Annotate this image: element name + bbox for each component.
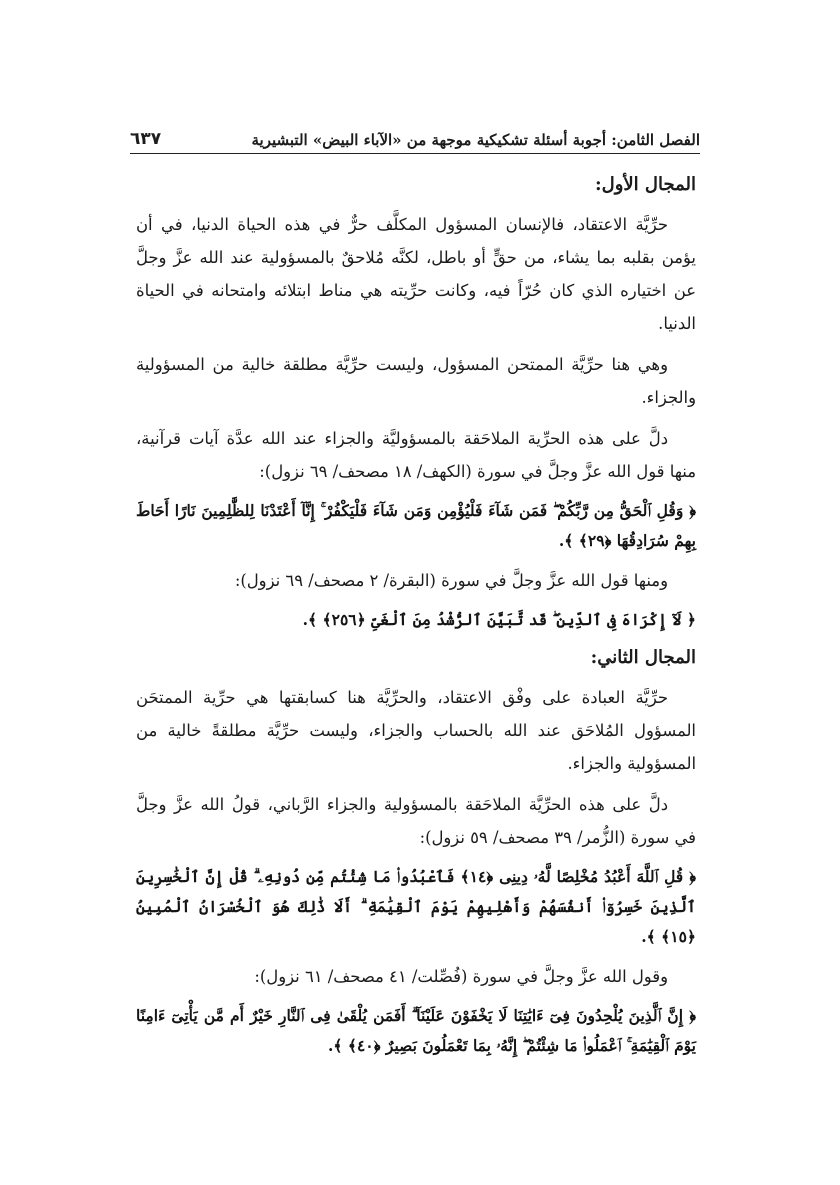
page-body	[136, 170, 696, 1069]
quran-verse: ﴿ لَآ إِكْرَاهَ فِى ٱلدِّينِ ۖ قَد تَّبَيَّنَ ٱلرُّشْدُ مِنَ ٱلْغَىِّ ﴿٢٥٦﴾ ﴾.	[302, 610, 696, 629]
paragraph: دلَّ على هذه الحرِّيَّة الملاحَقة بالمسؤولية والجزاء الرَّباني، قولُ الله عزَّ وجلَّ في سورة (الزُّمر/ ٣٩ مصحف/ ٥٩ نزول):	[136, 795, 696, 847]
quran-verse: ﴿ وَقُلِ ٱلْحَقُّ مِن رَّبِّكُمْ ۖ فَمَن شَآءَ فَلْيُؤْمِن وَمَن شَآءَ فَلْيَكْفُرْ ۚ إِنَّآ أَعْتَدْنَا لِلظَّٰلِمِينَ نَارًا أَحَاطَ بِهِمْ سُرَادِقُهَا ﴿٢٩﴾ ﴾.	[136, 501, 696, 550]
paragraph: وقول الله عزَّ وجلَّ في سورة (فُصِّلت/ ٤١ مصحف/ ٦١ نزول):	[254, 967, 668, 986]
quran-verse: ﴿ قُلِ ٱللَّهَ أَعْبُدُ مُخْلِصًا لَّهُۥ دِينِى ﴿١٤﴾ فَٱعْبُدُوا۟ مَا شِئْتُم مِّن دُونِهِۦ ۗ قُلْ إِنَّ ٱلْخَٰسِرِينَ ٱلَّذِينَ خَسِرُوٓا۟ أَنفُسَهُمْ وَأَهْلِيهِمْ يَوْمَ ٱلْقِيَٰمَةِ ۗ أَلَا ذَٰلِكَ هُوَ ٱلْخُسْرَانُ ٱلْمُبِينُ ﴿١٥﴾ ﴾.	[136, 867, 697, 946]
paragraph: ومنها قول الله عزَّ وجلَّ في سورة (البقرة/ ٢ مصحف/ ٦٩ نزول):	[234, 571, 668, 590]
page-number: ٦٣٧	[130, 129, 162, 149]
paragraph: وهي هنا حرِّيَّة الممتحن المسؤول، وليست حرِّيَّة مطلقة خالية من المسؤولية والجزاء.	[136, 355, 696, 407]
paragraph: حرِّيَّة العبادة على وفْق الاعتقاد، والحرِّيَّة هنا كسابقتها هي حرِّية الممتحَن المسؤول المُلاحَق عند الله بالحساب والجزاء، وليست حرِّيَّة مطلقةً خالية من المسؤولية والجزاء.	[136, 688, 696, 773]
running-header	[130, 118, 700, 154]
section-heading-second: المجال الثاني:	[590, 647, 696, 668]
paragraph: حرِّيَّة الاعتقاد، فالإنسان المسؤول المكلَّف حرٌّ في هذه الحياة الدنيا، في أن يؤمن بقلبه بما يشاء، من حقٍّ أو باطل، لكنَّه مُلاحقٌ بالمسؤولية عند الله عزَّ وجلَّ عن اختياره الذي كان حُرّاً فيه، وكانت حرِّيته هي مناط ابتلائه وامتحانه في الحياة الدنيا.	[136, 215, 696, 333]
paragraph: دلَّ على هذه الحرِّية الملاحَقة بالمسؤوليَّة والجزاء عند الله عدَّة آيات قرآنية، منها قول الله عزَّ وجلَّ في سورة (الكهف/ ١٨ مصحف/ ٦٩ نزول):	[136, 429, 696, 481]
section-heading-first: المجال الأول:	[594, 174, 696, 195]
quran-verse: ﴿ إِنَّ ٱلَّذِينَ يُلْحِدُونَ فِىٓ ءَايَٰتِنَا لَا يَخْفَوْنَ عَلَيْنَآ ۗ أَفَمَن يُلْقَىٰ فِى ٱلنَّارِ خَيْرٌ أَم مَّن يَأْتِىٓ ءَامِنًا يَوْمَ ٱلْقِيَٰمَةِ ۚ ٱعْمَلُوا۟ مَا شِئْتُمْ ۖ إِنَّهُۥ بِمَا تَعْمَلُونَ بَصِيرٌ ﴿٤٠﴾ ﴾.	[136, 1006, 696, 1055]
chapter-title: الفصل الثامن: أجوبة أسئلة تشكيكية موجهة من «الآباء البيض» التبشيرية	[251, 131, 700, 149]
